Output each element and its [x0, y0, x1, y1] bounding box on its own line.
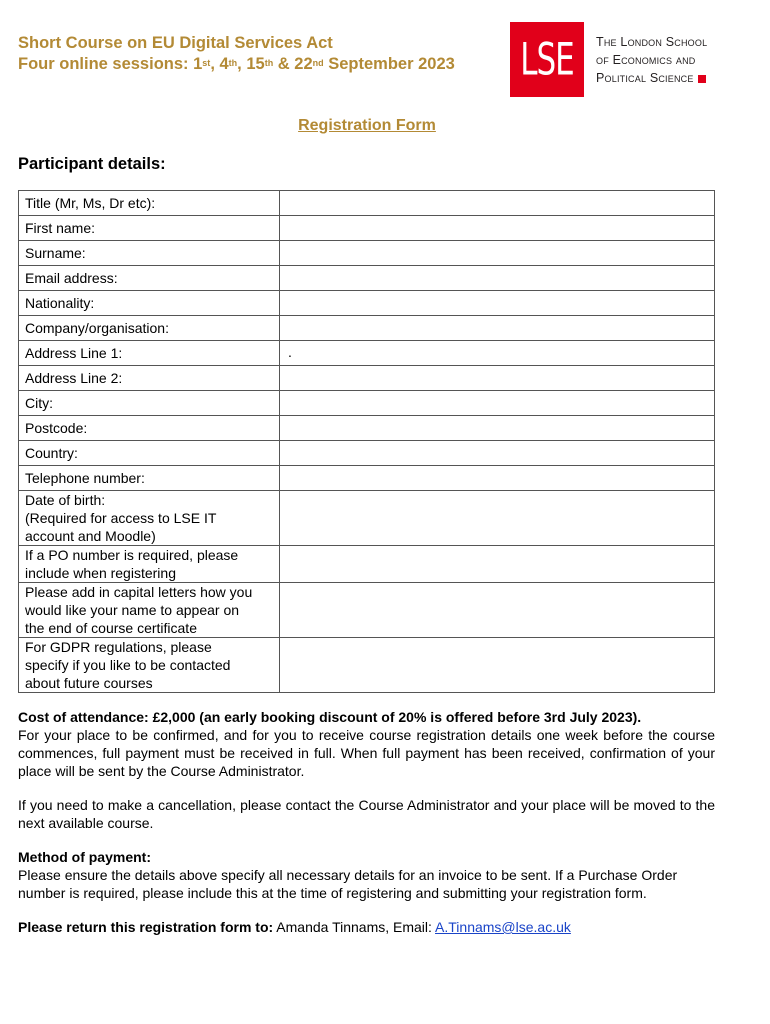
info-text — [18, 708, 715, 936]
field-label: For GDPR regulations, please specify if you like to be contacted about future courses — [19, 638, 280, 693]
logo-square-icon — [698, 75, 706, 83]
field-label: Title (Mr, Ms, Dr etc): — [19, 191, 280, 216]
table-row — [19, 391, 715, 416]
field-label: Company/organisation: — [19, 316, 280, 341]
field-label: Telephone number: — [19, 466, 280, 491]
table-row — [19, 191, 715, 216]
cost-paragraph — [18, 708, 715, 780]
country-field[interactable] — [280, 441, 715, 466]
email-field[interactable] — [280, 266, 715, 291]
table-row — [19, 366, 715, 391]
return-paragraph — [18, 918, 715, 936]
table-row — [19, 441, 715, 466]
form-title: Registration Form — [298, 117, 436, 134]
gdpr-contact-field[interactable] — [280, 638, 715, 693]
lse-logo-mark — [510, 22, 584, 97]
table-row — [19, 638, 715, 693]
table-row — [19, 491, 715, 546]
table-row — [19, 291, 715, 316]
course-title: Short Course on EU Digital Services Act — [18, 34, 333, 52]
course-sessions: Four online sessions: 1st, 4th, 15th & 22nd September 2023 — [18, 55, 455, 73]
first-name-field[interactable] — [280, 216, 715, 241]
postcode-field[interactable] — [280, 416, 715, 441]
field-label: If a PO number is required, please include when registering — [19, 546, 280, 583]
field-label: Address Line 1: — [19, 341, 280, 366]
table-row — [19, 266, 715, 291]
field-label: Date of birth: (Required for access to LSE IT account and Moodle) — [19, 491, 280, 546]
table-row — [19, 466, 715, 491]
participant-details-table — [18, 190, 715, 693]
table-row — [19, 416, 715, 441]
city-field[interactable] — [280, 391, 715, 416]
return-name: Amanda Tinnams, Email: — [273, 919, 436, 935]
table-row — [19, 316, 715, 341]
cost-text: For your place to be confirmed, and for you to receive course registration details one week before the course commences, full payment must be received in full. When full payment has been received, confirmation of your place will be sent by the Course Administrator. — [18, 727, 715, 779]
field-label: First name: — [19, 216, 280, 241]
title-field[interactable] — [280, 191, 715, 216]
date-of-birth-field[interactable] — [280, 491, 715, 546]
return-email-link[interactable]: A.Tinnams@lse.ac.uk — [435, 919, 571, 935]
field-label: Address Line 2: — [19, 366, 280, 391]
section-title: Participant details: — [18, 155, 166, 173]
field-label: Email address: — [19, 266, 280, 291]
lse-logo-text: The London School of Economics and Political Science — [596, 35, 708, 85]
payment-text: Please ensure the details above specify all necessary details for an invoice to be sent. If a Purchase Order number is required, please include this at the time of registering and submitting your registration form. — [18, 867, 678, 901]
address-line-2-field[interactable] — [280, 366, 715, 391]
field-label: Surname: — [19, 241, 280, 266]
course-header — [18, 33, 455, 75]
address-line-1-value: . — [288, 344, 292, 360]
table-row — [19, 341, 715, 366]
lse-logo-letters: LSE — [520, 33, 574, 86]
table-row — [19, 241, 715, 266]
cancellation-paragraph: If you need to make a cancellation, please contact the Course Administrator and your place will be moved to the next available course. — [18, 797, 715, 831]
payment-heading: Method of payment: — [18, 849, 151, 865]
field-label: Nationality: — [19, 291, 280, 316]
table-row — [19, 583, 715, 638]
payment-paragraph — [18, 848, 715, 902]
company-field[interactable] — [280, 316, 715, 341]
return-label: Please return this registration form to: — [18, 919, 274, 935]
field-label: Please add in capital letters how you would like your name to appear on the end of course certificate — [19, 583, 280, 638]
telephone-field[interactable] — [280, 466, 715, 491]
nationality-field[interactable] — [280, 291, 715, 316]
field-label: Postcode: — [19, 416, 280, 441]
certificate-name-field[interactable] — [280, 583, 715, 638]
table-row — [19, 216, 715, 241]
cost-heading: Cost of attendance: £2,000 (an early booking discount of 20% is offered before 3rd July 2023). — [18, 709, 642, 725]
address-line-1-field[interactable] — [280, 341, 715, 366]
surname-field[interactable] — [280, 241, 715, 266]
field-label: City: — [19, 391, 280, 416]
po-number-field[interactable] — [280, 546, 715, 583]
table-row — [19, 546, 715, 583]
field-label: Country: — [19, 441, 280, 466]
